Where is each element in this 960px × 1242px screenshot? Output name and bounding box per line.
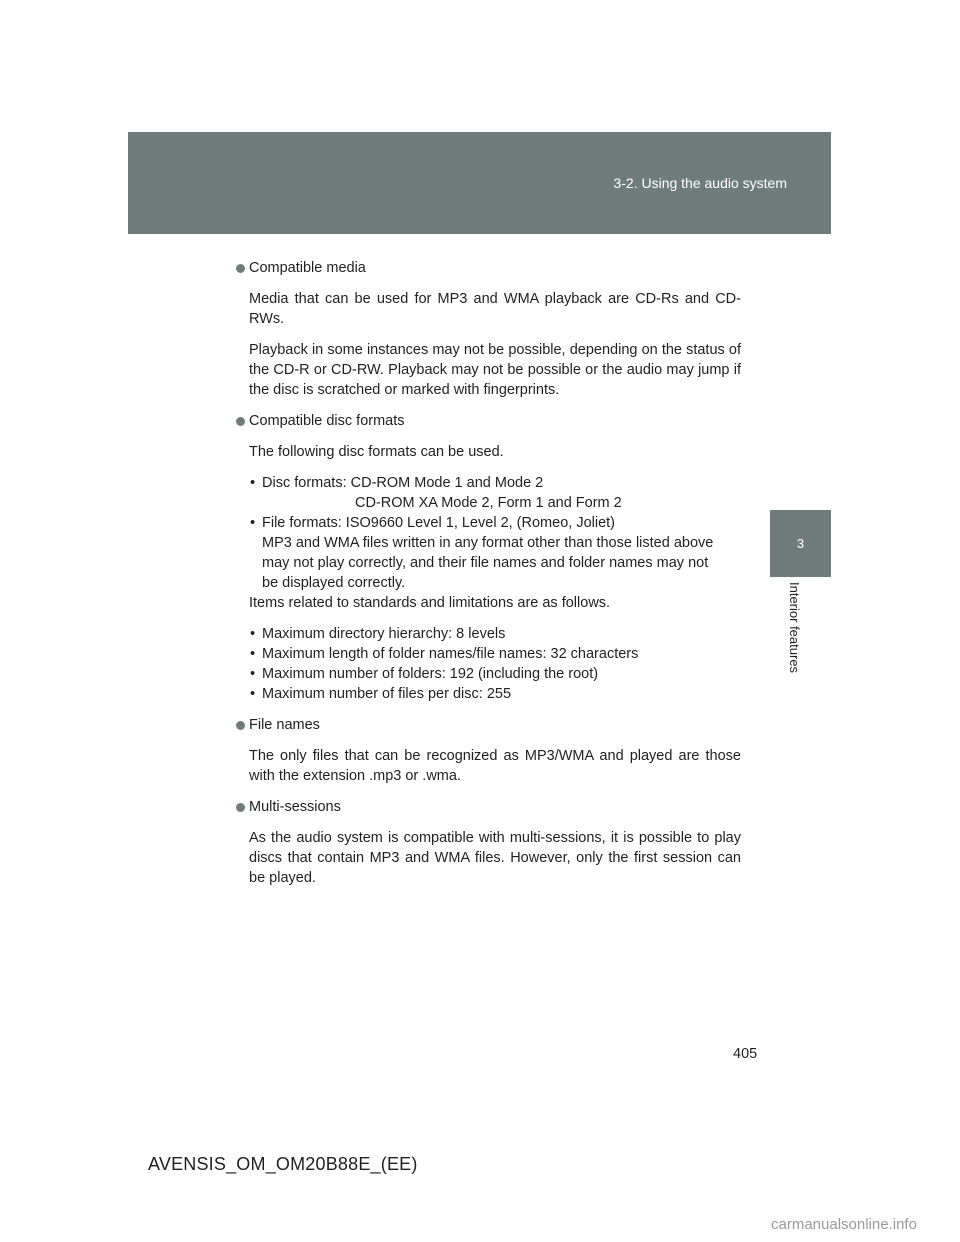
list-item: • File formats: ISO9660 Level 1, Level 2, (Romeo, Joliet) MP3 and WMA files written in any format other than those listed above may not play correctly, and their file names and folder names may not be displayed correctly. (250, 515, 714, 591)
section-title: 3-2. Using the audio system (613, 175, 787, 191)
bullet-dot-icon (236, 417, 245, 426)
paragraph: Items related to standards and limitations are as follows. (249, 595, 611, 611)
paragraph: As the audio system is compatible with multi-sessions, it is possible to play discs that contain MP3 and WMA files. However, only the first session can be played. (249, 830, 741, 886)
paragraph: The following disc formats can be used. (249, 444, 504, 460)
header-band (128, 132, 831, 234)
paragraph: Media that can be used for MP3 and WMA playback are CD-Rs and CD-RWs. (249, 291, 741, 327)
format-list (249, 473, 741, 593)
list-item: • Maximum length of folder names/file names: 32 characters (250, 646, 639, 662)
list-item: • Maximum directory hierarchy: 8 levels (250, 626, 506, 642)
section-heading: Compatible disc formats (236, 411, 741, 431)
paragraph: The only files that can be recognized as MP3/WMA and played are those with the extension .mp3 or .wma. (249, 748, 741, 784)
section-heading: Multi-sessions (236, 797, 741, 817)
bullet-dot-icon (236, 264, 245, 273)
limits-list (249, 624, 741, 704)
bullet-dot-icon (236, 803, 245, 812)
document-code: AVENSIS_OM_OM20B88E_(EE) (148, 1154, 418, 1174)
section-heading: File names (236, 715, 741, 735)
bullet-dot-icon (236, 721, 245, 730)
chapter-tab (770, 510, 831, 577)
paragraph: Playback in some instances may not be possible, depending on the status of the CD-R or CD-RW. Playback may not be possible or the audio may jump if the disc is scratched or marked with fingerprints. (249, 342, 741, 398)
chapter-label: Interior features (787, 582, 802, 674)
chapter-number: 3 (796, 536, 805, 551)
section-heading: Compatible media (236, 258, 741, 278)
list-item: • Maximum number of files per disc: 255 (250, 686, 512, 702)
page-content (236, 258, 741, 899)
watermark: carmanualsonline.info (771, 1216, 917, 1233)
page-number: 405 (733, 1046, 758, 1062)
list-item: • Disc formats: CD-ROM Mode 1 and Mode 2 CD-ROM XA Mode 2, Form 1 and Form 2 (250, 475, 622, 511)
list-item: • Maximum number of folders: 192 (including the root) (250, 666, 599, 682)
